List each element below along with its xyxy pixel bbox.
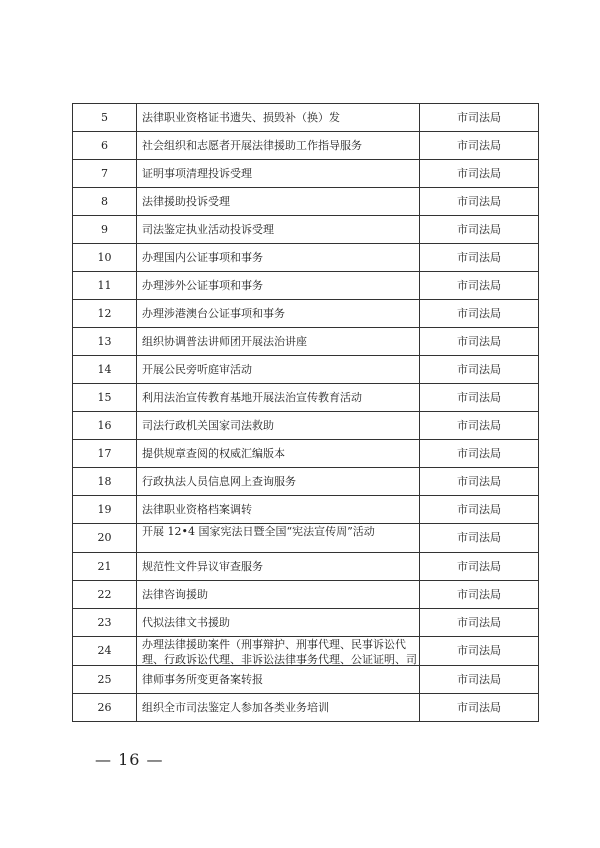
department-cell: 市司法局 <box>420 216 539 244</box>
table-row <box>73 216 539 244</box>
service-item-cell <box>137 637 420 666</box>
row-number-cell: 6 <box>73 132 137 160</box>
table-row <box>73 581 539 609</box>
row-number-cell: 23 <box>73 609 137 637</box>
row-number-cell: 12 <box>73 300 137 328</box>
row-number-cell: 20 <box>73 524 137 553</box>
service-item-cell: 提供规章查阅的权威汇编版本 <box>137 440 420 468</box>
department-cell: 市司法局 <box>420 468 539 496</box>
department-cell: 市司法局 <box>420 384 539 412</box>
service-item-cell: 行政执法人员信息网上查询服务 <box>137 468 420 496</box>
department-cell: 市司法局 <box>420 440 539 468</box>
row-number-cell: 21 <box>73 553 137 581</box>
table-row <box>73 384 539 412</box>
department-cell: 市司法局 <box>420 412 539 440</box>
row-number-cell: 15 <box>73 384 137 412</box>
service-item-cell: 法律职业资格证书遗失、损毁补（换）发 <box>137 104 420 132</box>
table-row <box>73 132 539 160</box>
service-item-cell: 利用法治宣传教育基地开展法治宣传教育活动 <box>137 384 420 412</box>
service-item-cell: 法律职业资格档案调转 <box>137 496 420 524</box>
row-number-cell: 10 <box>73 244 137 272</box>
table-row <box>73 356 539 384</box>
table-row <box>73 188 539 216</box>
department-cell: 市司法局 <box>420 609 539 637</box>
table-row <box>73 666 539 694</box>
service-item-cell: 组织协调普法讲师团开展法治讲座 <box>137 328 420 356</box>
department-cell: 市司法局 <box>420 132 539 160</box>
row-number-cell: 9 <box>73 216 137 244</box>
service-item-cell: 法律援助投诉受理 <box>137 188 420 216</box>
service-item-cell: 社会组织和志愿者开展法律援助工作指导服务 <box>137 132 420 160</box>
service-item-cell: 证明事项清理投诉受理 <box>137 160 420 188</box>
service-item-cell: 律师事务所变更备案转报 <box>137 666 420 694</box>
service-item-cell: 开展公民旁听庭审活动 <box>137 356 420 384</box>
department-cell: 市司法局 <box>420 553 539 581</box>
service-item-cell: 办理国内公证事项和事务 <box>137 244 420 272</box>
department-cell: 市司法局 <box>420 104 539 132</box>
department-cell: 市司法局 <box>420 694 539 722</box>
service-item-cell: 办理涉外公证事项和事务 <box>137 272 420 300</box>
table-row <box>73 496 539 524</box>
department-cell: 市司法局 <box>420 328 539 356</box>
table-row <box>73 300 539 328</box>
department-cell: 市司法局 <box>420 188 539 216</box>
department-cell: 市司法局 <box>420 300 539 328</box>
table-row <box>73 244 539 272</box>
table-row <box>73 637 539 666</box>
row-number-cell: 8 <box>73 188 137 216</box>
row-number-cell: 18 <box>73 468 137 496</box>
service-item-cell: 组织全市司法鉴定人参加各类业务培训 <box>137 694 420 722</box>
public-service-table <box>72 103 539 722</box>
table-row <box>73 412 539 440</box>
table-row <box>73 160 539 188</box>
row-number-cell: 5 <box>73 104 137 132</box>
row-number-cell: 22 <box>73 581 137 609</box>
row-number-cell: 25 <box>73 666 137 694</box>
department-cell: 市司法局 <box>420 160 539 188</box>
table-row <box>73 468 539 496</box>
service-item-cell: 代拟法律文书援助 <box>137 609 420 637</box>
department-cell: 市司法局 <box>420 496 539 524</box>
row-number-cell: 26 <box>73 694 137 722</box>
row-number-cell: 24 <box>73 637 137 666</box>
page-number: — 16 — <box>95 750 164 769</box>
department-cell: 市司法局 <box>420 637 539 666</box>
service-item-cell: 司法鉴定执业活动投诉受理 <box>137 216 420 244</box>
department-cell: 市司法局 <box>420 524 539 553</box>
table-body <box>73 104 539 722</box>
row-number-cell: 13 <box>73 328 137 356</box>
table-row <box>73 694 539 722</box>
table-row <box>73 524 539 553</box>
row-number-cell: 7 <box>73 160 137 188</box>
service-item-text: 办理法律援助案件（刑事辩护、刑事代理、民事诉讼代理、行政诉讼代理、非诉讼法律事务代理、公证证明、司 <box>142 638 417 665</box>
service-item-cell: 法律咨询援助 <box>137 581 420 609</box>
department-cell: 市司法局 <box>420 356 539 384</box>
row-number-cell: 14 <box>73 356 137 384</box>
table-row <box>73 328 539 356</box>
department-cell: 市司法局 <box>420 244 539 272</box>
table-row <box>73 440 539 468</box>
row-number-cell: 19 <box>73 496 137 524</box>
table-row <box>73 104 539 132</box>
service-item-cell: 办理涉港澳台公证事项和事务 <box>137 300 420 328</box>
row-number-cell: 11 <box>73 272 137 300</box>
row-number-cell: 16 <box>73 412 137 440</box>
department-cell: 市司法局 <box>420 666 539 694</box>
row-number-cell: 17 <box>73 440 137 468</box>
table-row <box>73 609 539 637</box>
service-item-cell: 规范性文件异议审查服务 <box>137 553 420 581</box>
service-item-text: 开展 12•4 国家宪法日暨全国“宪法宣传周”活动 <box>142 525 375 538</box>
table-row <box>73 553 539 581</box>
department-cell: 市司法局 <box>420 272 539 300</box>
service-item-cell <box>137 524 420 553</box>
department-cell: 市司法局 <box>420 581 539 609</box>
table-row <box>73 272 539 300</box>
service-item-cell: 司法行政机关国家司法救助 <box>137 412 420 440</box>
